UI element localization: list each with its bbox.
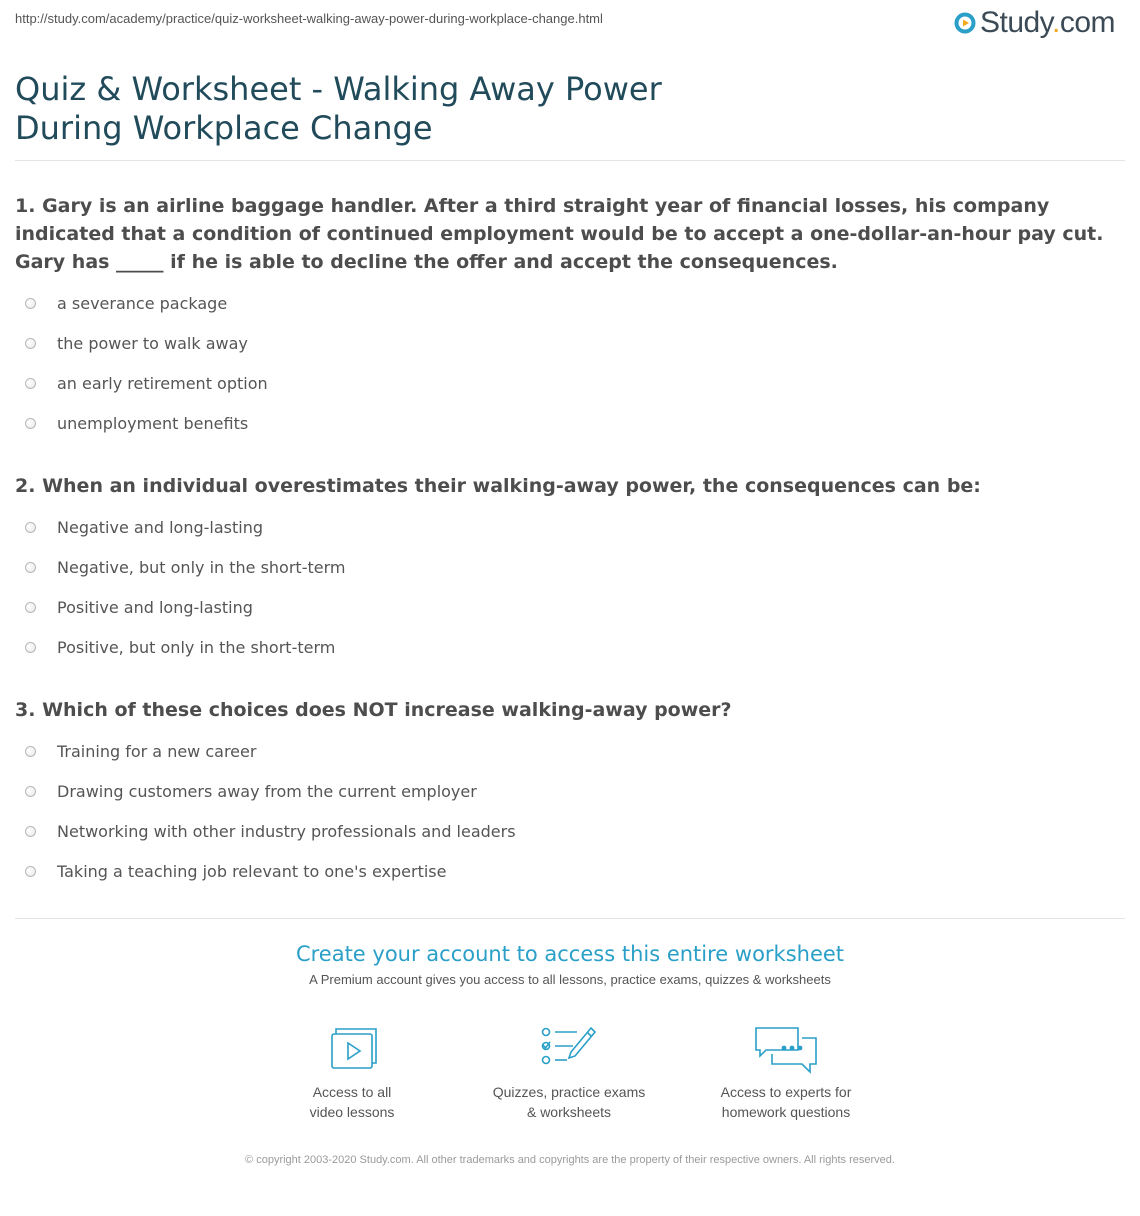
question-3	[15, 696, 1125, 891]
play-logo-icon	[954, 12, 976, 34]
answer-option[interactable]	[15, 587, 1125, 627]
question-number: 3.	[15, 699, 36, 721]
answer-list	[15, 283, 1125, 443]
answer-label: Training for a new career	[57, 741, 257, 761]
feature-quizzes	[469, 1024, 669, 1122]
answer-label: Drawing customers away from the current employer	[57, 781, 477, 801]
question-body: Gary is an airline baggage handler. After a third straight year of financial losses, his company indicated that a condition of continued employment would be to accept a one-dollar-an-hour pay cut. Gary has _____ if he is able to decline the offer and accept the consequences.	[15, 195, 1104, 273]
answer-option[interactable]	[15, 507, 1125, 547]
quiz-checklist-icon	[537, 1024, 601, 1074]
question-body: Which of these choices does NOT increase walking-away power?	[42, 699, 732, 721]
logo-wordmark	[980, 6, 1115, 40]
feature-line-2: & worksheets	[526, 1104, 612, 1120]
answer-label: Taking a teaching job relevant to one's expertise	[57, 861, 447, 881]
question-1	[15, 192, 1125, 443]
answer-label: Negative and long-lasting	[57, 517, 263, 537]
question-text	[15, 472, 1125, 500]
radio-button[interactable]	[25, 746, 36, 757]
radio-button[interactable]	[25, 298, 36, 309]
radio-button[interactable]	[25, 642, 36, 653]
premium-features	[0, 1024, 1140, 1134]
radio-button[interactable]	[25, 602, 36, 613]
feature-line-2: homework questions	[721, 1104, 851, 1120]
question-body: When an individual overestimates their walking-away power, the consequences can be:	[42, 475, 981, 497]
radio-button[interactable]	[25, 826, 36, 837]
answer-label: an early retirement option	[57, 373, 268, 393]
feature-label	[469, 1082, 669, 1122]
answer-label: a severance package	[57, 293, 228, 313]
radio-button[interactable]	[25, 786, 36, 797]
answer-option[interactable]	[15, 811, 1125, 851]
divider-top	[15, 160, 1125, 161]
feature-label	[686, 1082, 886, 1122]
divider-bottom	[15, 918, 1125, 919]
question-number: 1.	[15, 195, 36, 217]
logo-com-text: com	[1059, 6, 1115, 39]
question-2	[15, 472, 1125, 667]
chat-bubbles-icon	[754, 1024, 818, 1074]
premium-subtitle: A Premium account gives you access to all lessons, practice exams, quizzes & worksheets	[309, 972, 831, 987]
radio-button[interactable]	[25, 418, 36, 429]
copyright-notice: © copyright 2003-2020 Study.com. All other trademarks and copyrights are the property of their respective owners. All rights reserved.	[245, 1154, 895, 1166]
answer-option[interactable]	[15, 323, 1125, 363]
question-text	[15, 192, 1125, 276]
feature-line-1: Access to experts for	[720, 1084, 852, 1100]
question-number: 2.	[15, 475, 36, 497]
radio-button[interactable]	[25, 378, 36, 389]
study-logo[interactable]	[954, 6, 1115, 40]
radio-button[interactable]	[25, 866, 36, 877]
feature-line-1: Access to all	[312, 1084, 392, 1100]
logo-dot: .	[1051, 6, 1060, 39]
answer-label: Positive, but only in the short-term	[57, 637, 336, 657]
question-text	[15, 696, 1125, 724]
answer-label: Positive and long-lasting	[57, 597, 253, 617]
answer-label: the power to walk away	[57, 333, 248, 353]
radio-button[interactable]	[25, 562, 36, 573]
create-account-link[interactable]: Create your account to access this entire worksheet	[295, 942, 845, 966]
answer-option[interactable]	[15, 283, 1125, 323]
answer-label: Negative, but only in the short-term	[57, 557, 346, 577]
feature-video-lessons	[252, 1024, 452, 1122]
answer-option[interactable]	[15, 403, 1125, 443]
answer-list	[15, 507, 1125, 667]
radio-button[interactable]	[25, 522, 36, 533]
video-lesson-icon	[320, 1024, 384, 1074]
answer-option[interactable]	[15, 771, 1125, 811]
answer-option[interactable]	[15, 731, 1125, 771]
answer-label: unemployment benefits	[57, 413, 249, 433]
answer-option[interactable]	[15, 547, 1125, 587]
page-header	[0, 0, 1140, 50]
feature-line-1: Quizzes, practice exams	[492, 1084, 646, 1100]
answer-option[interactable]	[15, 363, 1125, 403]
feature-label	[252, 1082, 452, 1122]
feature-line-2: video lessons	[309, 1104, 395, 1120]
page-url: http://study.com/academy/practice/quiz-worksheet-walking-away-power-during-workplace-change.html	[15, 11, 603, 26]
answer-option[interactable]	[15, 627, 1125, 667]
answer-label: Networking with other industry professionals and leaders	[57, 821, 516, 841]
feature-experts	[686, 1024, 886, 1122]
logo-study-text: Study	[979, 6, 1052, 39]
answer-option[interactable]	[15, 851, 1125, 891]
answer-list	[15, 731, 1125, 891]
radio-button[interactable]	[25, 338, 36, 349]
page-title: Quiz & Worksheet - Walking Away Power During Workplace Change	[15, 70, 662, 147]
